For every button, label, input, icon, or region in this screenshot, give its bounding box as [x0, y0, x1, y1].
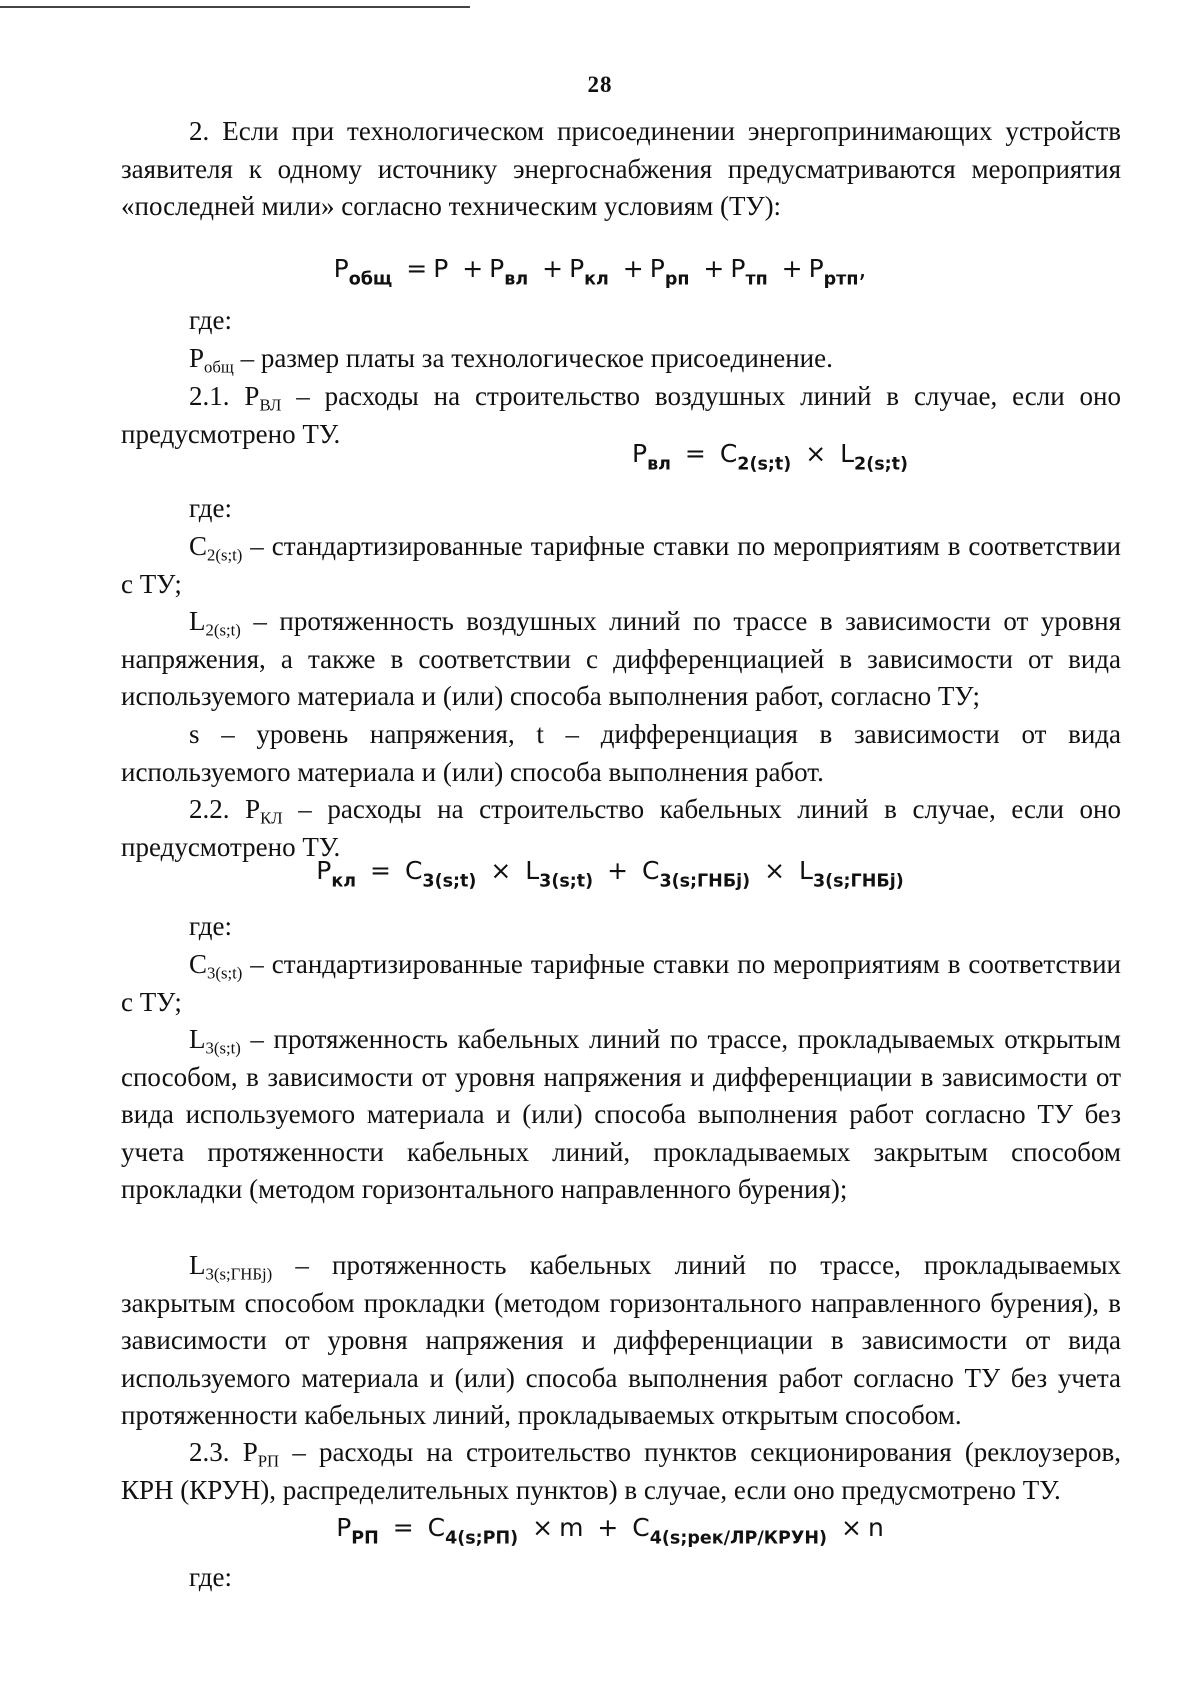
paragraph-2-1: 2.1. $P_{ВЛ}$ – расходы на строительство воздушных линий в случае, если оно предусмотрено ТУ.	[121, 381, 1122, 449]
paragraph-l2: $L_{2(s;t)}$ – протяженность воздушных линий по трассе в зависимости от уровня напряжения, а также в соответствии с дифференциацией в зависимости от вида используемого материала и (или) способа выполнения работ, согласно ТУ;	[121, 606, 1121, 712]
page-number: 28	[587, 72, 613, 97]
formula-cable-lines: $P_{кл} = C_{3(s;t)} \times L_{3(s;t)} + C_{3(s;ГНБj)} \times L_{3(s;ГНБj)}$	[316, 856, 904, 892]
paragraph-l3: $L_{3(s;t)}$ – протяженность кабельных линий по трассе, прокладываемых открытым способом, в зависимости от уровня напряжения и дифференциации в зависимости от вида используемого материала и (или) способа выполнения работ согласно ТУ без учета протяженности кабельных линий, прокладываемых закрытым способом прокладки (методом горизонтального направленного бурения);	[121, 1024, 1121, 1205]
where-label-2: где:	[189, 493, 232, 523]
paragraph-2: 2. Если при технологическом присоединении энергопринимающих устройств заявителя к одному источнику энергоснабжения предусматриваются мероприятия «последней мили» согласно техническим условиям (ТУ):	[121, 116, 1121, 222]
scan-top-line	[0, 6, 470, 8]
paragraph-2-3: 2.3. $P_{РП}$ – расходы на строительство пунктов секционирования (реклоузеров, КРН (КРУН), распределительных пунктов) в случае, если оно предусмотрено ТУ.	[121, 1437, 1122, 1505]
formula-total-payment: $P_{общ} = P + P_{вл} + P_{кл} + P_{рп} + P_{тп} + P_{ртп}$,	[333, 254, 867, 290]
paragraph-c3: $C_{3(s;t)}$ – стандартизированные тарифные ставки по мероприятиям в соответствии с ТУ;	[121, 949, 1121, 1017]
paragraph-s-t: s – уровень напряжения, t – дифференциация в зависимости от вида используемого материала и (или) способа выполнения работ.	[121, 719, 1121, 787]
paragraph-l3-gnb: $L_{3(s;ГНБj)}$ – протяженность кабельных линий по трассе, прокладываемых закрытым способом прокладки (методом горизонтального направленного бурения), в зависимости от уровня напряжения и дифференциации в зависимости от вида используемого материала и (или) способа выполнения работ согласно ТУ без учета протяженности кабельных линий, прокладываемых открытым способом.	[121, 1250, 1121, 1431]
where-label-3: где:	[189, 911, 232, 941]
paragraph-p-obsh: $P_{общ}$ – размер платы за технологическое присоединение.	[189, 343, 833, 377]
paragraph-2-2: 2.2. $P_{КЛ}$ – расходы на строительство кабельных линий в случае, если оно предусмотрено ТУ.	[121, 794, 1121, 862]
where-label-4: где:	[189, 1562, 232, 1592]
paragraph-c2: $C_{2(s;t)}$ – стандартизированные тарифные ставки по мероприятиям в соответствии с ТУ;	[121, 531, 1121, 599]
formula-overhead-lines: $P_{вл} = C_{2(s;t)} \times L_{2(s;t)}$	[631, 439, 908, 475]
formula-sectioning-points: $P_{РП} = C_{4(s;РП)} \times m + C_{4(s;рек/ЛР/КРУН)} \times n$	[336, 1513, 884, 1549]
where-label-1: где:	[189, 305, 232, 335]
